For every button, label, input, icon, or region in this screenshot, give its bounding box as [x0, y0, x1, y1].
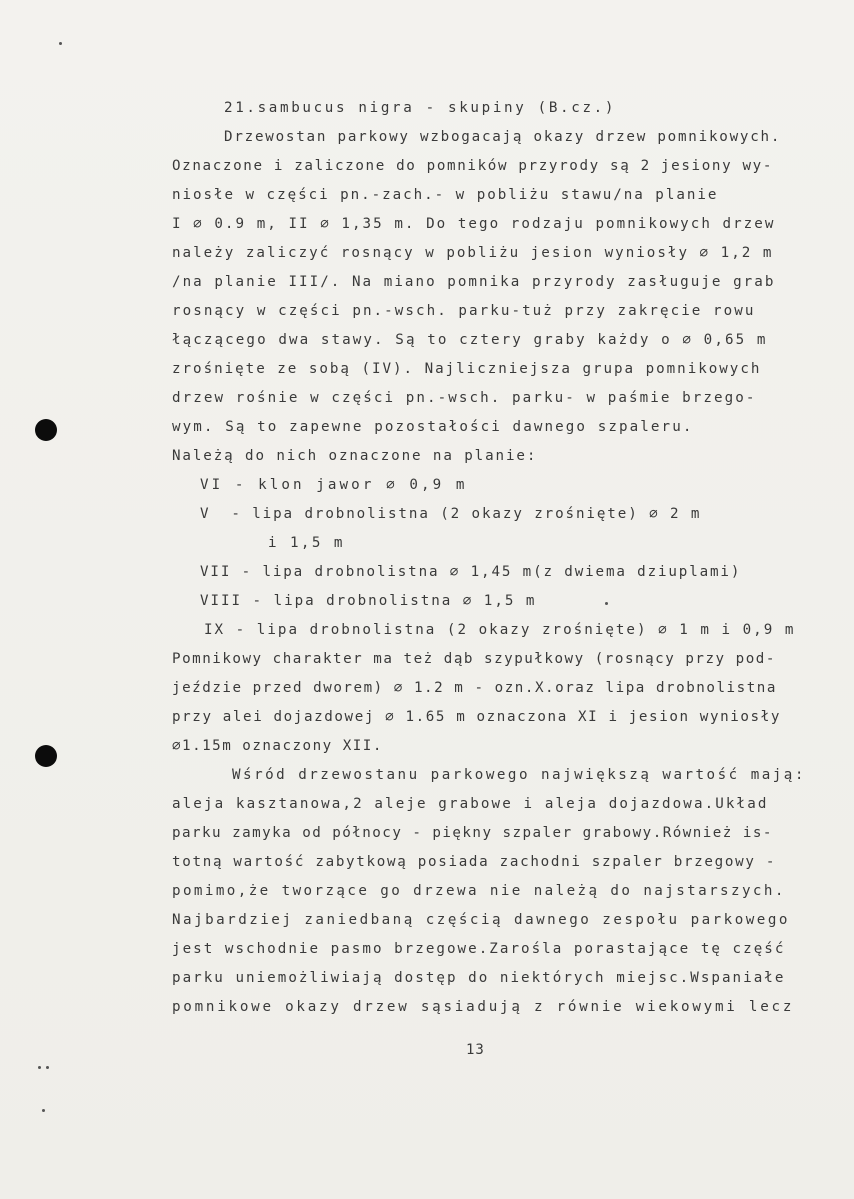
text-line: VIII - lipa drobnolistna ⌀ 1,5 m [200, 593, 537, 609]
text-line: I ⌀ 0.9 m, II ⌀ 1,35 m. Do tego rodzaju pomnikowych drzew [172, 216, 776, 232]
text-line: i 1,5 m [268, 535, 345, 551]
text-line: pomnikowe okazy drzew sąsiadują z równie wiekowymi lecz [172, 999, 795, 1015]
text-line: przy alei dojazdowej ⌀ 1.65 m oznaczona XI i jesion wyniosły [172, 709, 782, 725]
text-line: VII - lipa drobnolistna ⌀ 1,45 m(z dwiema dziuplami) [200, 564, 742, 580]
text-line: parku zamyka od północy - piękny szpaler grabowy.Również is- [172, 825, 773, 841]
text-line: rosnący w części pn.-wsch. parku-tuż przy zakręcie rowu [172, 303, 756, 319]
text-line: Wśród drzewostanu parkowego największą wartość mają: [232, 767, 806, 783]
text-line: VI - klon jawor ⌀ 0,9 m [200, 477, 468, 493]
text-line: V - lipa drobnolistna (2 okazy zrośnięte) ⌀ 2 m [200, 506, 702, 522]
speck [605, 602, 608, 605]
text-line: IX - lipa drobnolistna (2 okazy zrośnięte) ⌀ 1 m i 0,9 m [204, 622, 796, 638]
text-line: Należą do nich oznaczone na planie: [172, 448, 538, 464]
text-line: Pomnikowy charakter ma też dąb szypułkowy (rosnący przy pod- [172, 651, 776, 667]
text-line: Drzewostan parkowy wzbogacają okazy drzew pomnikowych. [224, 129, 782, 145]
text-line: jeździe przed dworem) ⌀ 1.2 m - ozn.X.oraz lipa drobnolistna [172, 680, 777, 696]
text-line: aleja kasztanowa,2 aleje grabowe i aleja dojazdowa.Układ [172, 796, 769, 812]
text-line: wym. Są to zapewne pozostałości dawnego szpaleru. [172, 419, 694, 435]
speck [59, 42, 62, 45]
text-line: pomimo,że tworzące go drzewa nie należą do najstarszych. [172, 883, 786, 899]
text-line: 21.sambucus nigra - skupiny (B.cz.) [224, 100, 617, 116]
text-line: Najbardziej zaniedbaną częścią dawnego zespołu parkowego [172, 912, 790, 928]
text-line: Oznaczone i zaliczone do pomników przyrody są 2 jesiony wy- [172, 158, 774, 174]
text-line: jest wschodnie pasmo brzegowe.Zarośla porastające tę część [172, 941, 786, 957]
text-line: totną wartość zabytkową posiada zachodni szpaler brzegowy - [172, 854, 777, 870]
text-line: należy zaliczyć rosnący w pobliżu jesion wyniosły ⌀ 1,2 m [172, 245, 774, 261]
binder-hole-top [35, 419, 57, 441]
text-line: parku uniemożliwiają dostęp do niektórych miejsc.Wspaniałe [172, 970, 786, 986]
speck [42, 1109, 45, 1112]
text-line: łączącego dwa stawy. Są to cztery graby każdy o ⌀ 0,65 m [172, 332, 768, 348]
text-line: zrośnięte ze sobą (IV). Najliczniejsza grupa pomnikowych [172, 361, 762, 377]
speck [46, 1066, 49, 1069]
text-line: niosłe w części pn.-zach.- w pobliżu stawu/na planie [172, 187, 719, 203]
speck [38, 1066, 41, 1069]
binder-hole-bottom [35, 745, 57, 767]
text-line: ⌀1.15m oznaczony XII. [172, 738, 383, 754]
page-number: 13 [466, 1042, 485, 1058]
text-line: drzew rośnie w części pn.-wsch. parku- w paśmie brzego- [172, 390, 757, 406]
text-line: /na planie III/. Na miano pomnika przyrody zasługuje grab [172, 274, 776, 290]
